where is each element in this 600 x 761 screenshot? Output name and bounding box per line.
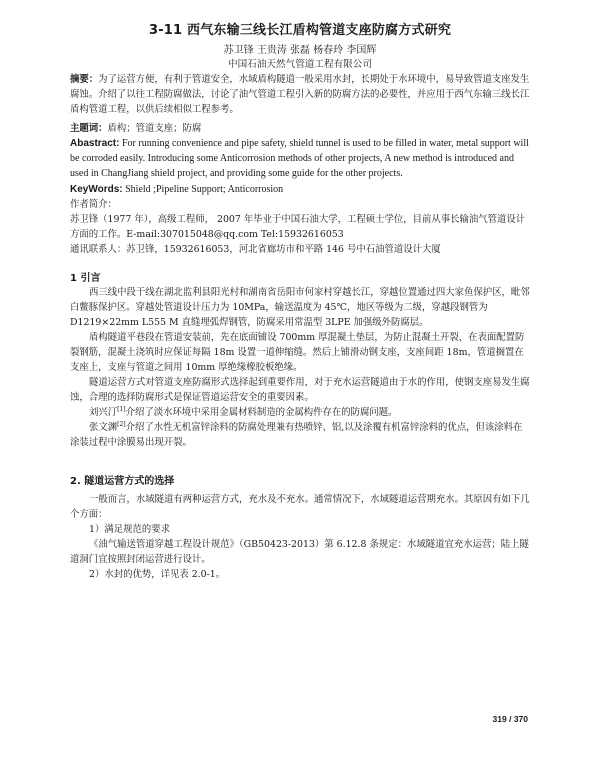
section-1-paragraph: 西三线中段干线在湖北监利县阳光村和湖南省岳阳市何家村穿越长江，穿越位置通过四大家鱼保护区，毗邻白鳖豚保护区。穿越处管道设计压力为 10MPa，输送温度为 45℃，地区等级为二级，穿越段钢管为 D1219×22mm L555 M 直缝埋弧焊钢管，防腐采用常温型 3LPE 加强级外防腐层。: [70, 287, 530, 328]
keywords-cn: [70, 121, 530, 136]
keywords-en: [70, 182, 530, 197]
author-intro: [70, 197, 530, 257]
citation-ref: [2]: [117, 420, 126, 428]
keywords-en-text: Shield ;Pipeline Support; Anticorrosion: [125, 184, 284, 195]
page-number: 319 / 370: [492, 714, 528, 724]
section-1-paragraph: 隧道运营方式对管道支座防腐形式选择起到重要作用，对于充水运营隧道由于水的作用，使钢支座易发生腐蚀，合理的选择防腐形式是保证管道运营安全的重要因素。: [70, 377, 530, 403]
section-1-heading: 1 引言: [70, 273, 101, 284]
ref-text: 介绍了水性无机富锌涂料的防腐处理兼有热喷锌、铝,以及涂覆有机富锌涂料的优点，但该涂料在涂装过程中涂膜易出现开裂。: [70, 422, 523, 448]
section-2-paragraph: 一般而言，水域隧道有两种运营方式，充水及不充水。通常情况下，水域隧道运营期充水。其原因有如下几个方面：: [70, 494, 530, 520]
section-1-body: [70, 285, 530, 450]
abstract-en-label: Abastract:: [70, 138, 120, 149]
section-2-heading: 2. 隧道运营方式的选择: [70, 476, 175, 487]
section-1-paragraph: [70, 420, 530, 450]
abstract-cn-label: 摘要：: [70, 74, 99, 85]
abstract-cn-text: 为了运营方便，有利于管道安全，水域盾构隧道一般采用水封，长期处于水环境中，易导致管道支座发生腐蚀。介绍了以往工程防腐做法，讨论了油气管道工程引入新的防腐方法的必要性，并应用于西气东输三线长江盾构管道工程，以供后续相似工程参考。: [70, 74, 530, 115]
keywords-en-label: KeyWords:: [70, 184, 123, 195]
section-2-paragraph: 《油气输送管道穿越工程设计规范》（GB50423-2013）第 6.12.8 条规定：水域隧道宜充水运营；陆上隧道洞门宜按照封闭运营进行设计。: [70, 539, 529, 565]
section-1-paragraph: 盾构隧道平巷段在管道安装前，先在底面铺设 700mm 厚混凝土垫层，为防止混凝土开裂，在表面配置防裂钢筋，混凝土浇筑时应保证每隔 18m 设置一道伸缩缝。然后上铺滑动钢支座，支座间距 18m，管道搁置在支座上，支座与管道之间用 10mm 厚绝缘橡胶板绝缘。: [70, 332, 525, 373]
ref-author: 刘兴汀: [89, 407, 118, 418]
citation-ref: [1]: [117, 405, 126, 413]
keywords-cn-text: 盾构；管道支座；防腐: [107, 123, 202, 134]
ref-text: 介绍了淡水环境中采用金属材料制造的金属构件存在的防腐问题。: [125, 407, 398, 418]
list-item: 1）满足规范的要求: [89, 524, 170, 535]
ref-author: 张文渊: [89, 422, 118, 433]
abstract-cn: [70, 72, 530, 117]
section-1-paragraph: [70, 405, 530, 420]
list-item: 2）水封的优势，详见表 2.0-1。: [89, 569, 226, 580]
abstract-en: [70, 136, 530, 181]
author-intro-text: 苏卫锋（1977 年），高级工程师， 2007 年毕业于中国石油大学，工程硕士学位，目前从事长输油气管道设计方面的工作。E-mail:307015048@qq.com Tel:15932616053: [70, 214, 526, 240]
affiliation: 中国石油天然气管道工程有限公司: [228, 59, 372, 70]
contact-info: 通讯联系人：苏卫锋，15932616053，河北省廊坊市和平路 146 号中石油管道设计大厦: [70, 244, 441, 255]
keywords-cn-label: 主题词：: [70, 123, 108, 134]
author-list: 苏卫锋 王贵涛 张磊 杨春玲 李国辉: [223, 45, 377, 56]
section-2-body: [70, 492, 530, 582]
author-intro-label: 作者简介：: [70, 199, 117, 210]
paper-title: 3-11 西气东输三线长江盾构管道支座防腐方式研究: [148, 23, 452, 38]
abstract-en-text: For running convenience and pipe safety, shield tunnel is used to be filled in water, metal support will be corroded easily. Introducing some Anticorrosion methods of other projects, A new method is introduced and used in ChangJiang shield project, and providing some guide for the other projects.: [70, 138, 529, 179]
